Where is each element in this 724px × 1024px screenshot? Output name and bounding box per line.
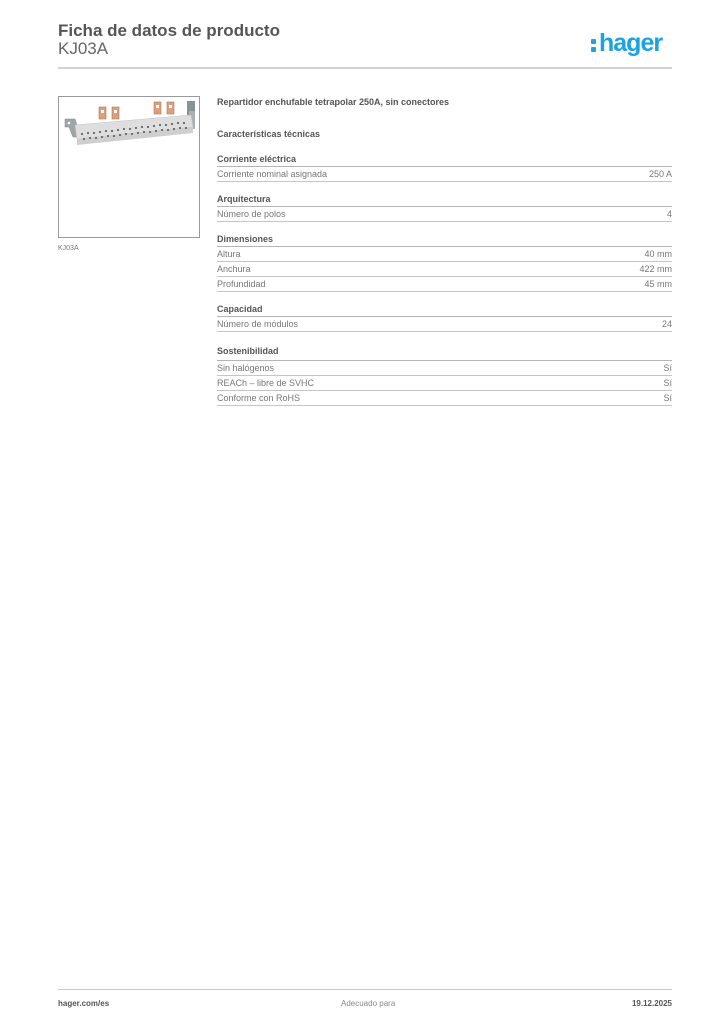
spec-value: Sí (663, 393, 672, 403)
spec-row (217, 262, 672, 277)
spec-label: REACh – libre de SVHC (217, 378, 315, 388)
spec-label: Conforme con RoHS (217, 393, 301, 403)
spec-row (217, 167, 672, 182)
spec-label: Número de módulos (217, 319, 299, 329)
spec-value: 40 mm (644, 249, 672, 259)
group-title: Sostenibilidad (217, 344, 672, 361)
page-title: Ficha de datos de producto (58, 21, 280, 40)
image-caption: KJ03A (58, 245, 79, 252)
group-title: Capacidad (217, 304, 672, 317)
spec-label: Profundidad (217, 279, 266, 289)
spec-value: 250 A (648, 169, 672, 179)
spec-row (217, 376, 672, 391)
product-image-frame (58, 96, 200, 238)
header-divider (58, 67, 672, 69)
spec-content (217, 96, 672, 406)
logo-text: hager (599, 29, 663, 57)
spec-group-architecture (217, 194, 672, 222)
spec-value: Sí (663, 363, 672, 373)
spec-row (217, 391, 672, 406)
spec-row (217, 247, 672, 262)
spec-value: 4 (666, 209, 672, 219)
spec-value: Sí (663, 378, 672, 388)
spec-label: Corriente nominal asignada (217, 169, 328, 179)
spec-row (217, 361, 672, 376)
product-description: Repartidor enchufable tetrapolar 250A, sin conectores (217, 97, 450, 107)
footer-date: 19.12.2025 (631, 999, 672, 1008)
spec-label: Sin halógenos (217, 363, 275, 373)
spec-label: Anchura (217, 264, 251, 274)
group-title: Arquitectura (217, 194, 672, 207)
spec-value: 45 mm (644, 279, 672, 289)
spec-group-sustainability (217, 344, 672, 406)
spec-group-electrical (217, 154, 672, 182)
hager-logo (591, 29, 662, 57)
spec-group-dimensions (217, 234, 672, 292)
spec-row (217, 277, 672, 292)
spec-label: Altura (217, 249, 241, 259)
group-title: Corriente eléctrica (217, 154, 672, 167)
spec-value: 24 (661, 319, 672, 329)
logo-colon-icon (591, 36, 597, 52)
spec-label: Número de polos (217, 209, 286, 219)
group-title: Dimensiones (217, 234, 672, 247)
footer-website-link[interactable]: hager.com/es (58, 999, 110, 1008)
spec-group-capacity (217, 304, 672, 332)
footer-divider (58, 989, 672, 990)
footer-suitable-for: Adecuado para (341, 999, 396, 1008)
spec-row (217, 317, 672, 332)
spec-row (217, 207, 672, 222)
busbar-product-image (59, 97, 199, 237)
characteristics-heading: Características técnicas (217, 129, 321, 139)
product-code: KJ03A (58, 39, 109, 58)
spec-value: 422 mm (639, 264, 672, 274)
